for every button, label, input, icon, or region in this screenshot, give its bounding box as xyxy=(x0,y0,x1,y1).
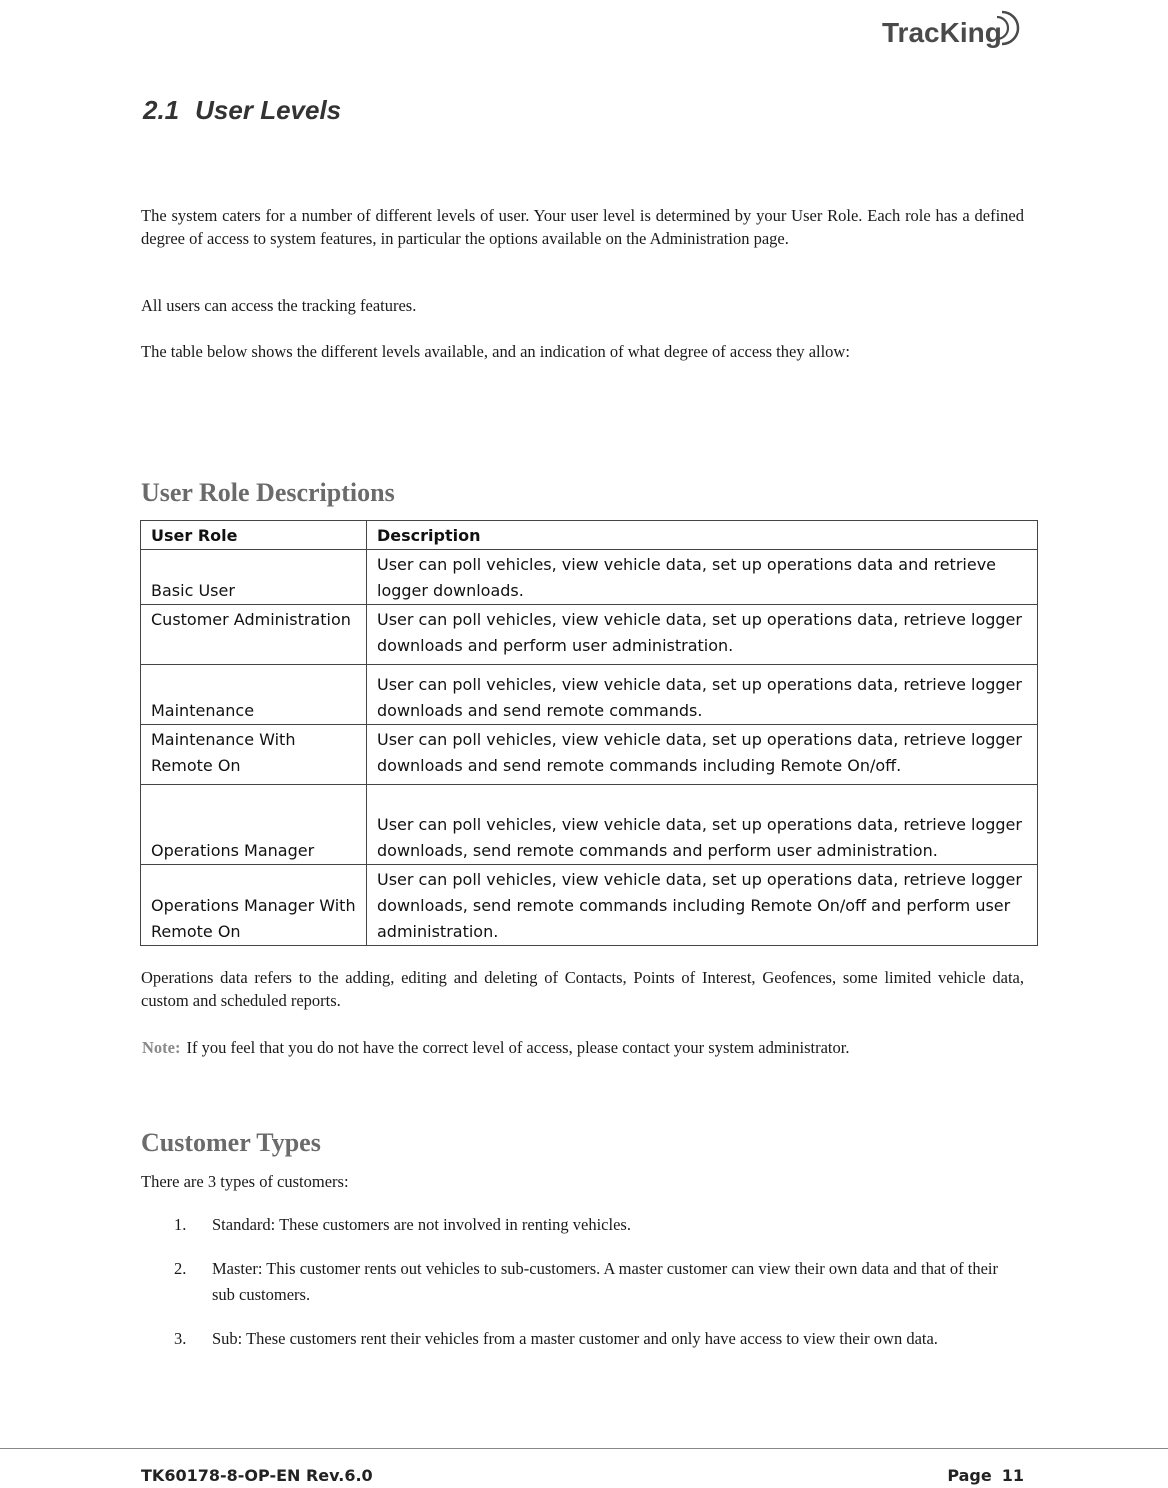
table-row xyxy=(141,605,1038,665)
tracking-logo xyxy=(878,6,1038,56)
description-cell: User can poll vehicles, view vehicle data, set up operations data and retrieve logger downloads. xyxy=(367,550,1038,605)
role-cell: Operations Manager xyxy=(141,785,367,865)
user-role-heading: User Role Descriptions xyxy=(141,478,395,507)
column-header-role: User Role xyxy=(141,521,367,550)
section-number: 2.1 xyxy=(143,95,180,125)
customer-types-list xyxy=(141,1212,1011,1370)
customer-types-heading: Customer Types xyxy=(141,1128,321,1157)
footer-divider xyxy=(0,1448,1168,1449)
table-row xyxy=(141,785,1038,865)
list-text: Standard: These customers are not involved in renting vehicles. xyxy=(212,1215,631,1234)
signal-arc-outer-icon xyxy=(1002,12,1018,44)
description-cell: User can poll vehicles, view vehicle data, set up operations data, retrieve logger downloads, send remote commands and perform user administration. xyxy=(367,785,1038,865)
list-item xyxy=(141,1326,1011,1352)
table-row xyxy=(141,865,1038,946)
list-text: Sub: These customers rent their vehicles from a master customer and only have access to view their own data. xyxy=(212,1329,938,1348)
list-text: Master: This customer rents out vehicles to sub-customers. A master customer can view their own data and that of their sub customers. xyxy=(212,1259,998,1304)
role-cell: Basic User xyxy=(141,550,367,605)
list-number: 3. xyxy=(174,1329,187,1348)
role-cell: Maintenance With Remote On xyxy=(141,725,367,785)
page-label: Page xyxy=(947,1466,992,1485)
footer-doc-ref: TK60178-8-OP-EN Rev.6.0 xyxy=(141,1466,373,1485)
role-cell: Operations Manager With Remote On xyxy=(141,865,367,946)
role-cell: Maintenance xyxy=(141,665,367,725)
page-number: 11 xyxy=(1001,1466,1024,1485)
customer-types-intro: There are 3 types of customers: xyxy=(141,1172,349,1191)
list-number: 1. xyxy=(174,1215,187,1234)
note-label: Note: xyxy=(142,1038,181,1057)
list-number: 2. xyxy=(174,1259,187,1278)
footer-page xyxy=(947,1466,1024,1485)
column-header-description: Description xyxy=(367,521,1038,550)
note xyxy=(142,1036,849,1059)
table-row xyxy=(141,550,1038,605)
description-cell: User can poll vehicles, view vehicle data, set up operations data, retrieve logger downloads and perform user administration. xyxy=(367,605,1038,665)
description-cell: User can poll vehicles, view vehicle data, set up operations data, retrieve logger downloads and send remote commands. xyxy=(367,665,1038,725)
list-item xyxy=(141,1212,1011,1238)
section-heading xyxy=(143,95,341,126)
logo-text: TracKing xyxy=(882,17,1002,48)
user-role-table xyxy=(140,520,1038,946)
intro-paragraph-3: The table below shows the different levels available, and an indication of what degree of access they allow: xyxy=(141,342,850,361)
description-cell: User can poll vehicles, view vehicle data, set up operations data, retrieve logger downloads, send remote commands including Remote On/off and perform user administration. xyxy=(367,865,1038,946)
section-title: User Levels xyxy=(195,95,342,125)
table-header-row xyxy=(141,521,1038,550)
description-cell: User can poll vehicles, view vehicle data, set up operations data, retrieve logger downloads and send remote commands including Remote On/off. xyxy=(367,725,1038,785)
table-row xyxy=(141,665,1038,725)
role-cell: Customer Administration xyxy=(141,605,367,665)
intro-paragraph-1: The system caters for a number of different levels of user. Your user level is determined by your User Role. Each role has a defined degree of access to system features, in particular the options available on the Administration page. xyxy=(141,206,1024,248)
intro-paragraph-2: All users can access the tracking features. xyxy=(141,296,417,315)
operations-data-paragraph: Operations data refers to the adding, editing and deleting of Contacts, Points of Interest, Geofences, some limited vehicle data, custom and scheduled reports. xyxy=(141,968,1024,1010)
note-text: If you feel that you do not have the correct level of access, please contact your system administrator. xyxy=(186,1038,850,1057)
table-row xyxy=(141,725,1038,785)
list-item xyxy=(141,1256,1011,1308)
